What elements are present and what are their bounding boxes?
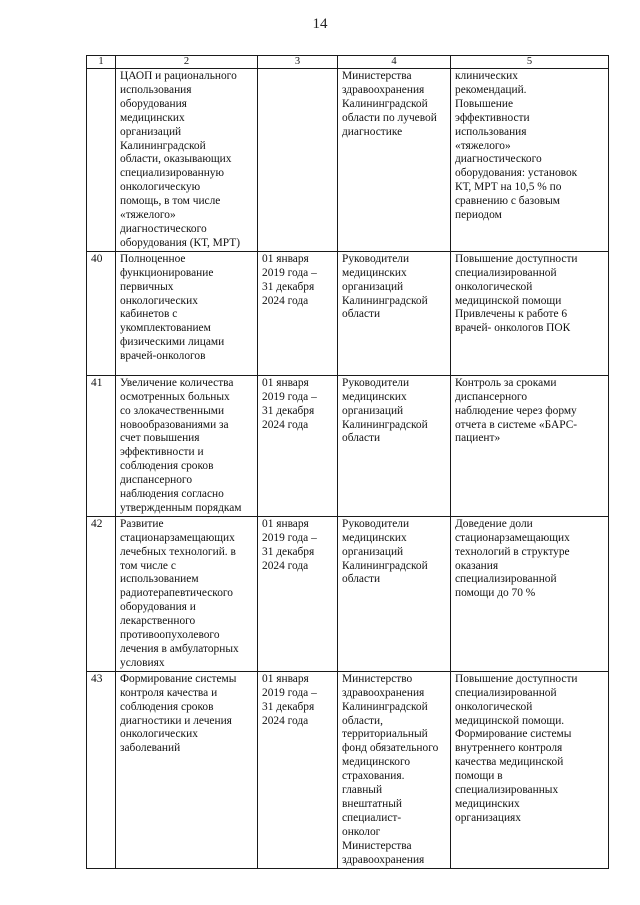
result-cell: Повышение доступности специализированной онкологической медицинской помощи. Формирование системы внутреннего контроля качества медицинской помощи в специализированных медицинских организациях — [451, 671, 609, 868]
table-row — [87, 671, 609, 868]
period-cell: 01 января 2019 года – 31 декабря 2024 года — [258, 671, 338, 868]
result-cell: клинических рекомендаций. Повышение эффективности использования «тяжелого» диагностического оборудования: установок КТ, МРТ на 10,5 % по сравнению с базовым периодом — [451, 69, 609, 252]
result-cell: Контроль за сроками диспансерного наблюдение через форму отчета в системе «БАРС- пациент» — [451, 375, 609, 516]
period-cell: 01 января 2019 года – 31 декабря 2024 года — [258, 251, 338, 375]
result-cell: Доведение доли стационарзамещающих технологий в структуре оказания специализированной помощи до 70 % — [451, 516, 609, 671]
table-row — [87, 251, 609, 375]
header-cell: 5 — [451, 56, 609, 69]
header-cell: 3 — [258, 56, 338, 69]
period-cell: 01 января 2019 года – 31 декабря 2024 года — [258, 375, 338, 516]
result-cell: Повышение доступности специализированной онкологической медицинской помощи Привлечены к работе 6 врачей- онкологов ПОК — [451, 251, 609, 375]
measures-table — [86, 55, 609, 869]
measure-cell: Формирование системы контроля качества и соблюдения сроков диагностики и лечения онкологических заболеваний — [116, 671, 258, 868]
row-number — [87, 69, 116, 252]
responsible-cell: Министерство здравоохранения Калининградской области, территориальный фонд обязательного медицинского страхования. главный внештатный специалист- онколог Министерства здравоохранения — [338, 671, 451, 868]
row-number: 40 — [87, 251, 116, 375]
table-header-row — [87, 56, 609, 69]
table-row — [87, 69, 609, 252]
header-cell: 4 — [338, 56, 451, 69]
period-cell — [258, 69, 338, 252]
measure-cell: Развитие стационарзамещающих лечебных технологий. в том числе с использованием радиотерапевтического оборудования и лекарственного противоопухолевого лечения в амбулаторных условиях — [116, 516, 258, 671]
row-number: 43 — [87, 671, 116, 868]
period-cell: 01 января 2019 года – 31 декабря 2024 года — [258, 516, 338, 671]
measure-cell: ЦАОП и рационального использования оборудования медицинских организаций Калининградской области, оказывающих специализированную онкологическую помощь, в том числе «тяжелого» диагностического оборудования (КТ, МРТ) — [116, 69, 258, 252]
page-number: 14 — [312, 16, 328, 32]
responsible-cell: Руководители медицинских организаций Калининградской области — [338, 516, 451, 671]
measure-cell: Увеличение количества осмотренных больных со злокачественными новообразованиями за счет повышения эффективности и соблюдения сроков диспансерного наблюдения согласно утвержденным порядкам — [116, 375, 258, 516]
responsible-cell: Руководители медицинских организаций Калининградской области — [338, 251, 451, 375]
row-number: 41 — [87, 375, 116, 516]
table-row — [87, 516, 609, 671]
row-number: 42 — [87, 516, 116, 671]
measure-cell: Полноценное функционирование первичных онкологических кабинетов с укомплектованием физическими лицами врачей-онкологов — [116, 251, 258, 375]
header-cell: 2 — [116, 56, 258, 69]
responsible-cell: Министерства здравоохранения Калининградской области по лучевой диагностике — [338, 69, 451, 252]
table-row — [87, 375, 609, 516]
responsible-cell: Руководители медицинских организаций Калининградской области — [338, 375, 451, 516]
header-cell: 1 — [87, 56, 116, 69]
